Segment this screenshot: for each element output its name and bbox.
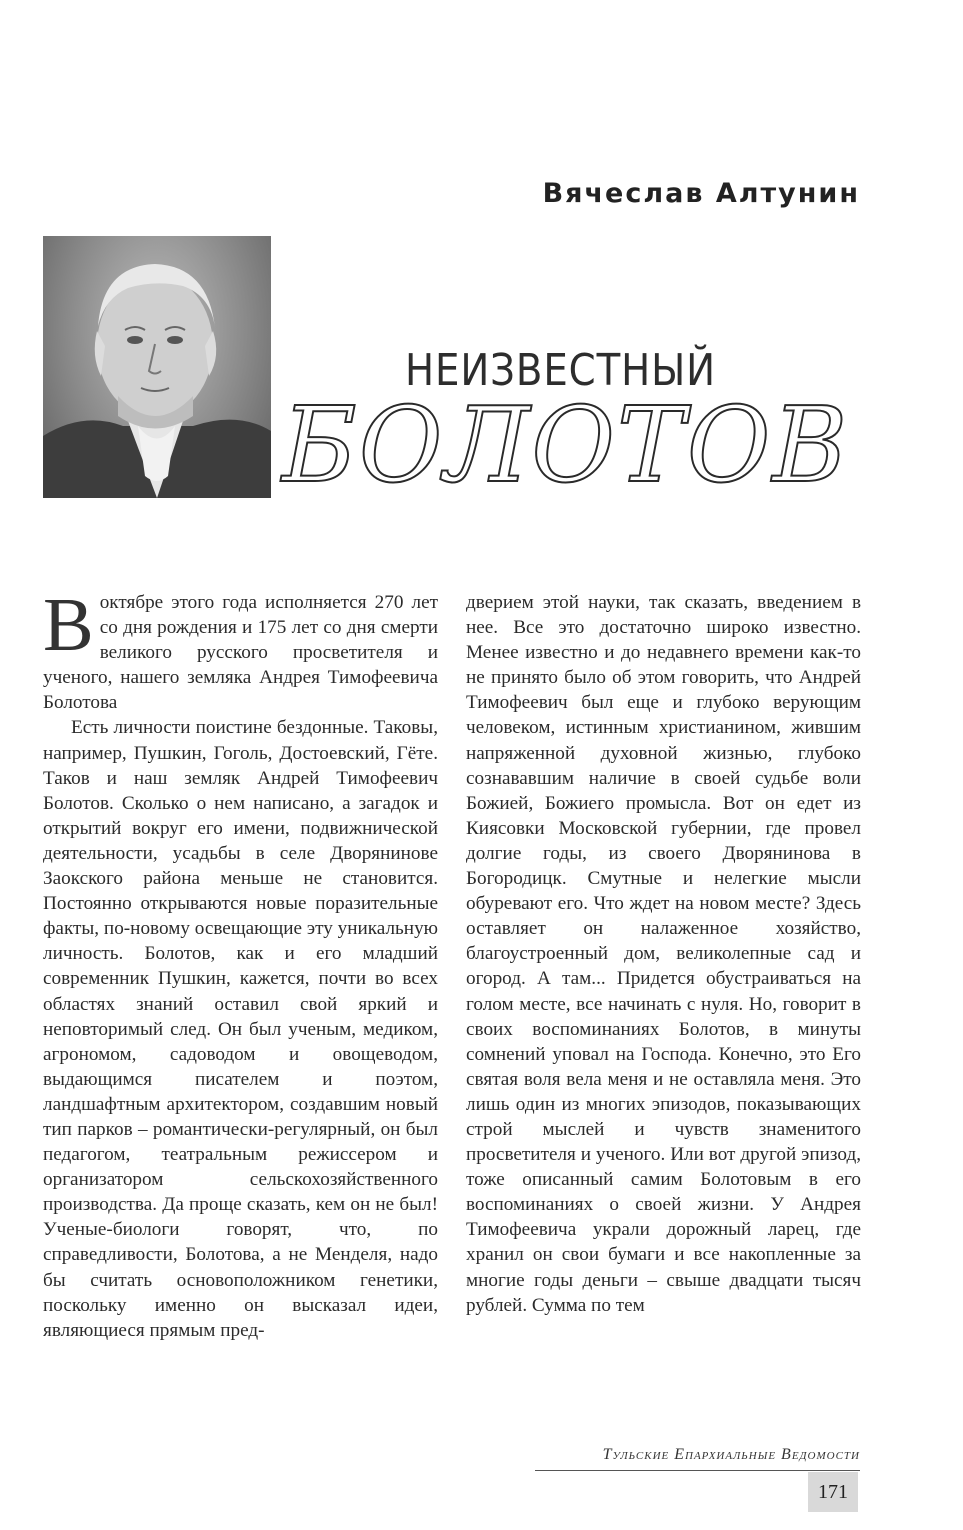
title-line-2: БОЛОТОВ <box>282 384 850 506</box>
drop-cap: В <box>43 583 94 667</box>
paragraph-intro <box>43 583 438 715</box>
portrait-drawing <box>43 236 271 498</box>
article-column-right <box>466 590 861 1318</box>
footer-rule <box>535 1470 860 1471</box>
journal-title: Тульские Епархиальные Ведомости <box>602 1446 860 1463</box>
page-number: 171 <box>808 1472 858 1512</box>
article-column-left <box>43 583 438 1343</box>
portrait-image <box>43 236 271 498</box>
paragraph-continued: дверием этой науки, так сказать, введением в нее. Все это достаточно широко известно. Менее известно и до недавнего времени как-то не принято было об этом говорить, что Андрей Тимофеевич был еще и глубоко верующим человеком, истинным христианином, жившим напряженной духовной жизнью, глубоко сознававшим наличие в своей судьбе воли Божией, Божиего промысла. Вот он едет из Киясовки Московской губернии, где провел долгие годы, из своего Дворянинова в Богородицк. Смутные и нелегкие мысли обуревают его. Что ждет на новом месте? Здесь оставляет он налаженное хозяйство, благоустроенный дом, великолепные сад и огород. А там... Придется обустраиваться на голом месте, все начинать с нуля. Но, говорит в своих воспоминаниях Болотов, в минуты сомнений уповал на Господа. Конечно, это Его святая воля вела меня и не оставляла меня. Это лишь один из многих эпизодов, показывающих строй мыслей и чувств знаменитого просветителя и ученого. Или вот другой эпизод, тоже описанный самим Болотовым в его воспоминаниях о своей жизни. У Андрея Тимофеевича украли дорожный ларец, где хранил он свои бумаги и все накопленные за многие годы деньги – свыше двадцати тысяч рублей. Сумма по тем <box>466 592 861 1316</box>
paragraph: Есть личности поистине бездонные. Таковы, например, Пушкин, Гоголь, Достоевский, Гёте. Таков и наш земляк Андрей Тимофеевич Болотов. Сколько о нем написано, а загадок и открытий вокруг его имени, подвижнической деятельности, усадьбы в селе Дворянинове Заокского района меньше не становится. Постоянно открываются новые поразительные факты, по-новому освещающие эту уникальную личность. Болотов, как и его младший современник Пушкин, кажется, почти во всех областях знаний оставил свой яркий и неповторимый след. Он был ученым, медиком, агрономом, садоводом и овощеводом, выдающимся писателем и поэтом, ландшафтным архитектором, создавшим новый тип парков – романтически-регулярный, он был педагогом, театральным режиссером и организатором сельскохозяйственного производства. Да проще сказать, кем он не был! Ученые-биологи говорят, что, по справедливости, Болотова, а не Менделя, надо бы считать основоположником генетики, поскольку именно он высказал идеи, являющиеся прямым пред- <box>43 717 438 1341</box>
paragraph-intro-text: октябре этого года исполняется 270 лет со дня рождения и 175 лет со дня смерти великого русского просветителя и ученого, нашего земляка Андрея Тимофеевича Болотова <box>43 592 438 714</box>
title-line-1: НЕИЗВЕСТНЫЙ <box>405 345 717 396</box>
author-name: Вячеслав Алтунин <box>542 178 860 209</box>
